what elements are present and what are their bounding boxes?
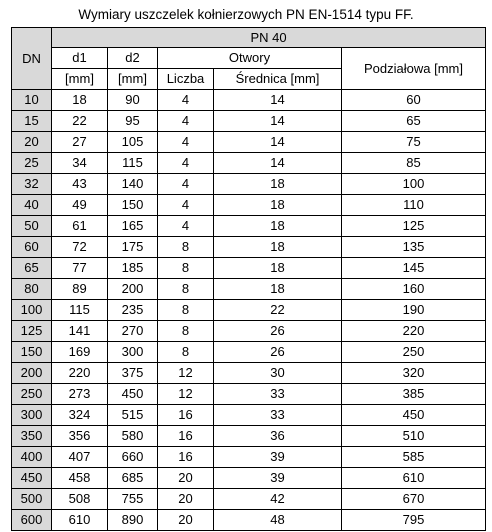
cell-d1: 115: [52, 300, 108, 321]
cell-d2: 890: [108, 510, 158, 531]
cell-podzialowa: 385: [342, 384, 486, 405]
cell-dn: 450: [12, 468, 52, 489]
cell-dn: 200: [12, 363, 52, 384]
cell-d1: 220: [52, 363, 108, 384]
cell-d2: 375: [108, 363, 158, 384]
cell-srednica: 14: [214, 132, 342, 153]
cell-d2: 580: [108, 426, 158, 447]
cell-d1: 72: [52, 237, 108, 258]
cell-liczba: 4: [158, 174, 214, 195]
cell-dn: 60: [12, 237, 52, 258]
cell-dn: 250: [12, 384, 52, 405]
table-row: [12, 489, 486, 510]
cell-srednica: 26: [214, 342, 342, 363]
cell-podzialowa: 190: [342, 300, 486, 321]
cell-d2: 140: [108, 174, 158, 195]
cell-d1: 34: [52, 153, 108, 174]
cell-srednica: 39: [214, 468, 342, 489]
cell-podzialowa: 65: [342, 111, 486, 132]
cell-srednica: 30: [214, 363, 342, 384]
cell-dn: 350: [12, 426, 52, 447]
cell-d2: 185: [108, 258, 158, 279]
cell-liczba: 20: [158, 489, 214, 510]
table-row: [12, 405, 486, 426]
table-row: [12, 510, 486, 531]
cell-d2: 450: [108, 384, 158, 405]
cell-dn: 15: [12, 111, 52, 132]
table-caption: Wymiary uszczelek kołnierzowych PN EN-1514 typu FF.: [78, 7, 414, 22]
cell-srednica: 18: [214, 237, 342, 258]
cell-d2: 235: [108, 300, 158, 321]
cell-podzialowa: 145: [342, 258, 486, 279]
cell-d1: 141: [52, 321, 108, 342]
table-row: [12, 300, 486, 321]
cell-podzialowa: 100: [342, 174, 486, 195]
cell-liczba: 4: [158, 216, 214, 237]
cell-liczba: 4: [158, 111, 214, 132]
header-d1: d1: [52, 48, 108, 69]
cell-d1: 89: [52, 279, 108, 300]
cell-d2: 105: [108, 132, 158, 153]
header-srednica: Średnica [mm]: [214, 69, 342, 90]
cell-d2: 200: [108, 279, 158, 300]
cell-d2: 300: [108, 342, 158, 363]
cell-dn: 400: [12, 447, 52, 468]
cell-d2: 270: [108, 321, 158, 342]
table-row: [12, 258, 486, 279]
header-row-1: [12, 28, 486, 48]
cell-dn: 32: [12, 174, 52, 195]
cell-d1: 18: [52, 90, 108, 111]
cell-podzialowa: 450: [342, 405, 486, 426]
table-row: [12, 363, 486, 384]
cell-podzialowa: 510: [342, 426, 486, 447]
cell-d1: 356: [52, 426, 108, 447]
cell-srednica: 36: [214, 426, 342, 447]
cell-srednica: 18: [214, 174, 342, 195]
cell-d2: 515: [108, 405, 158, 426]
cell-srednica: 18: [214, 258, 342, 279]
cell-dn: 100: [12, 300, 52, 321]
cell-liczba: 8: [158, 321, 214, 342]
header-d2: d2: [108, 48, 158, 69]
cell-d1: 61: [52, 216, 108, 237]
header-pn: PN 40: [52, 28, 486, 48]
cell-liczba: 12: [158, 363, 214, 384]
cell-srednica: 18: [214, 195, 342, 216]
cell-dn: 40: [12, 195, 52, 216]
cell-podzialowa: 75: [342, 132, 486, 153]
cell-liczba: 16: [158, 447, 214, 468]
cell-d1: 27: [52, 132, 108, 153]
cell-srednica: 18: [214, 279, 342, 300]
table-row: [12, 279, 486, 300]
cell-dn: 300: [12, 405, 52, 426]
cell-podzialowa: 125: [342, 216, 486, 237]
cell-liczba: 4: [158, 132, 214, 153]
cell-dn: 10: [12, 90, 52, 111]
table-row: [12, 111, 486, 132]
cell-liczba: 20: [158, 468, 214, 489]
cell-dn: 65: [12, 258, 52, 279]
table-row: [12, 321, 486, 342]
cell-dn: 20: [12, 132, 52, 153]
cell-d1: 610: [52, 510, 108, 531]
cell-srednica: 33: [214, 405, 342, 426]
cell-liczba: 8: [158, 279, 214, 300]
table-row: [12, 153, 486, 174]
cell-d1: 43: [52, 174, 108, 195]
cell-d2: 150: [108, 195, 158, 216]
table-row: [12, 174, 486, 195]
cell-dn: 25: [12, 153, 52, 174]
cell-podzialowa: 85: [342, 153, 486, 174]
cell-d2: 660: [108, 447, 158, 468]
cell-d2: 115: [108, 153, 158, 174]
table-row: [12, 132, 486, 153]
cell-d2: 90: [108, 90, 158, 111]
table-row: [12, 195, 486, 216]
header-otwory: Otwory: [158, 48, 342, 69]
cell-liczba: 8: [158, 237, 214, 258]
table-row: [12, 447, 486, 468]
cell-srednica: 14: [214, 90, 342, 111]
cell-d2: 175: [108, 237, 158, 258]
cell-d1: 49: [52, 195, 108, 216]
table-row: [12, 342, 486, 363]
header-unit-d2: [mm]: [108, 69, 158, 90]
cell-podzialowa: 250: [342, 342, 486, 363]
table-row: [12, 384, 486, 405]
cell-dn: 500: [12, 489, 52, 510]
header-dn: DN: [12, 28, 52, 90]
cell-dn: 600: [12, 510, 52, 531]
gasket-dimensions-table: [11, 27, 486, 531]
cell-d2: 685: [108, 468, 158, 489]
table-row: [12, 237, 486, 258]
cell-d2: 755: [108, 489, 158, 510]
cell-podzialowa: 160: [342, 279, 486, 300]
cell-d2: 95: [108, 111, 158, 132]
cell-srednica: 42: [214, 489, 342, 510]
cell-liczba: 4: [158, 90, 214, 111]
table-row: [12, 216, 486, 237]
cell-srednica: 26: [214, 321, 342, 342]
cell-d1: 273: [52, 384, 108, 405]
cell-d2: 165: [108, 216, 158, 237]
cell-d1: 458: [52, 468, 108, 489]
table-row: [12, 468, 486, 489]
cell-d1: 169: [52, 342, 108, 363]
cell-dn: 50: [12, 216, 52, 237]
cell-liczba: 4: [158, 195, 214, 216]
cell-d1: 77: [52, 258, 108, 279]
cell-d1: 22: [52, 111, 108, 132]
cell-liczba: 16: [158, 405, 214, 426]
cell-dn: 125: [12, 321, 52, 342]
cell-srednica: 14: [214, 111, 342, 132]
cell-podzialowa: 320: [342, 363, 486, 384]
cell-srednica: 18: [214, 216, 342, 237]
cell-liczba: 4: [158, 153, 214, 174]
cell-liczba: 12: [158, 384, 214, 405]
header-podzialowa: Podziałowa [mm]: [342, 48, 486, 90]
cell-liczba: 20: [158, 510, 214, 531]
cell-liczba: 16: [158, 426, 214, 447]
cell-podzialowa: 610: [342, 468, 486, 489]
cell-liczba: 8: [158, 258, 214, 279]
cell-liczba: 8: [158, 300, 214, 321]
cell-srednica: 22: [214, 300, 342, 321]
cell-podzialowa: 110: [342, 195, 486, 216]
cell-podzialowa: 135: [342, 237, 486, 258]
cell-d1: 508: [52, 489, 108, 510]
header-liczba: Liczba: [158, 69, 214, 90]
cell-liczba: 8: [158, 342, 214, 363]
cell-srednica: 39: [214, 447, 342, 468]
cell-d1: 324: [52, 405, 108, 426]
cell-podzialowa: 670: [342, 489, 486, 510]
header-unit-d1: [mm]: [52, 69, 108, 90]
cell-podzialowa: 220: [342, 321, 486, 342]
table-body: [12, 90, 486, 531]
cell-podzialowa: 60: [342, 90, 486, 111]
cell-podzialowa: 795: [342, 510, 486, 531]
cell-dn: 150: [12, 342, 52, 363]
table-row: [12, 426, 486, 447]
header-row-2: [12, 48, 486, 69]
cell-podzialowa: 585: [342, 447, 486, 468]
table-row: [12, 90, 486, 111]
cell-srednica: 33: [214, 384, 342, 405]
cell-dn: 80: [12, 279, 52, 300]
cell-srednica: 14: [214, 153, 342, 174]
cell-srednica: 48: [214, 510, 342, 531]
cell-d1: 407: [52, 447, 108, 468]
